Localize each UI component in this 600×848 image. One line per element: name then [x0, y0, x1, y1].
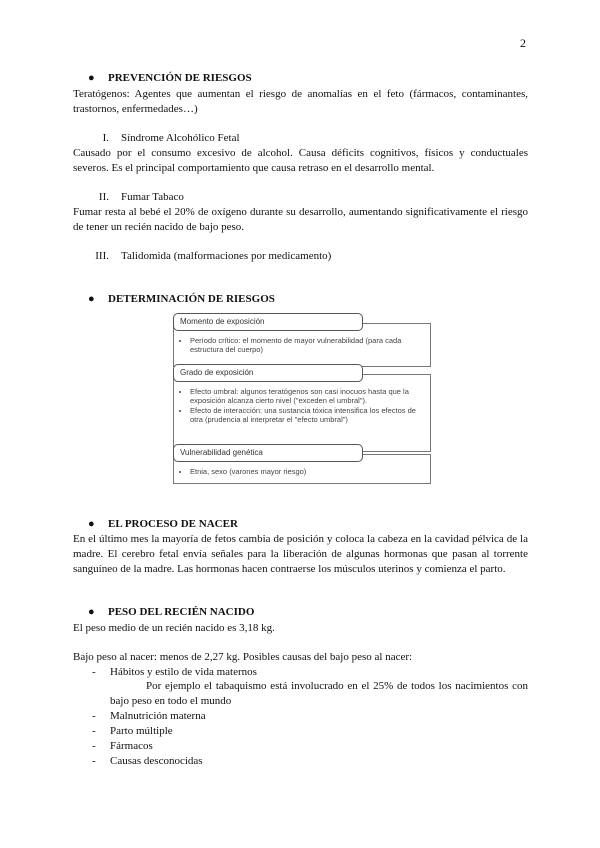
heading-peso-text: PESO DEL RECIÉN NACIDO [108, 606, 255, 618]
nacer-paragraph: En el último mes la mayoría de fetos cambia de posición y coloca la cabeza en la cavidad pélvica de la madre. El cerebro fetal envía señales para la liberación de algunas hormonas que pasan al torrente sanguíneo de la madre. Las hormonas hacen contraerse los músculos uterinos y comienza el parto. [73, 533, 528, 575]
item-number: II. [98, 191, 109, 203]
item-tabaco-heading [73, 190, 184, 205]
item-number: I. [102, 132, 109, 144]
heading-peso [88, 605, 254, 620]
diagram-panel-grado [173, 374, 431, 452]
diagram-box-grado: Grado de exposición [173, 364, 363, 382]
dash-marker: - [92, 740, 96, 752]
heading-determinacion-text: DETERMINACIÓN DE RIESGOS [108, 293, 275, 305]
item-number: III. [95, 250, 109, 262]
heading-nacer-text: EL PROCESO DE NACER [108, 518, 238, 530]
dash-marker: - [92, 755, 96, 767]
heading-prevencion [88, 71, 252, 86]
item-title: Fumar Tabaco [121, 191, 184, 203]
list-item: - Parto múltiple [92, 725, 173, 737]
teratogenos-paragraph: Teratógenos: Agentes que aumentan el riesgo de anomalías en el feto (fármacos, contaminantes, trastornos, enfermedades…) [73, 88, 528, 115]
dash-marker: - [92, 666, 96, 678]
dash-marker: - [92, 725, 96, 737]
tabaquismo-example: Por ejemplo el tabaquismo está involucrado en el 25% de todos los nacimientos con bajo peso en todo el mundo [110, 680, 528, 707]
diagram-bullet: • Etnia, sexo (varones mayor riesgo) [190, 467, 424, 476]
dash-marker: - [92, 710, 96, 722]
list-item: - Malnutrición materna [92, 710, 206, 722]
item-alcohol-heading [73, 131, 240, 146]
bullet-icon: ● [88, 72, 95, 84]
bajo-peso-text: Bajo peso al nacer: menos de 2,27 kg. Posibles causas del bajo peso al nacer: [73, 651, 413, 663]
item-talidomida-heading [73, 249, 331, 264]
diagram-bullet: • Efecto umbral: algunos teratógenos son casi inocuos hasta que la exposición alcanza cierto nivel ("exceden el umbral"). [190, 387, 424, 405]
tabaco-paragraph: Fumar resta al bebé el 20% de oxígeno durante su desarrollo, aumentando significativamente el riesgo de tener un recién nacido de bajo peso. [73, 206, 528, 233]
item-title: Talidomida (malformaciones por medicamento) [121, 250, 332, 262]
heading-determinacion [88, 292, 275, 307]
bullet-icon: ● [88, 606, 95, 618]
bullet-icon: ● [88, 518, 95, 530]
page-number: 2 [520, 36, 526, 50]
diagram-box-momento: Momento de exposición [173, 313, 363, 331]
list-item: - Causas desconocidas [92, 755, 203, 767]
item-title: Síndrome Alcohólico Fetal [121, 132, 240, 144]
heading-prevencion-text: PREVENCIÓN DE RIESGOS [108, 72, 252, 84]
heading-nacer [88, 517, 238, 532]
diagram-box-vulnerabilidad: Vulnerabilidad genética [173, 444, 363, 462]
peso-medio-text: El peso medio de un recién nacido es 3,18 kg. [73, 622, 275, 634]
list-item: - Fármacos [92, 740, 153, 752]
alcohol-paragraph: Causado por el consumo excesivo de alcohol. Causa déficits cognitivos, físicos y conductuales severos. Es el principal comportamiento que causa retraso en el desarrollo mental. [73, 147, 528, 174]
diagram-bullet: • Efecto de interacción: una sustancia tóxica intensifica los efectos de otra (prudencia al interpretar el "efecto umbral") [190, 406, 424, 424]
diagram-bullet: • Período crítico: el momento de mayor vulnerabilidad (para cada estructura del cuerpo) [190, 336, 424, 354]
bullet-icon: ● [88, 293, 95, 305]
list-item: - Hábitos y estilo de vida maternos [92, 666, 257, 678]
risk-diagram [173, 313, 431, 491]
